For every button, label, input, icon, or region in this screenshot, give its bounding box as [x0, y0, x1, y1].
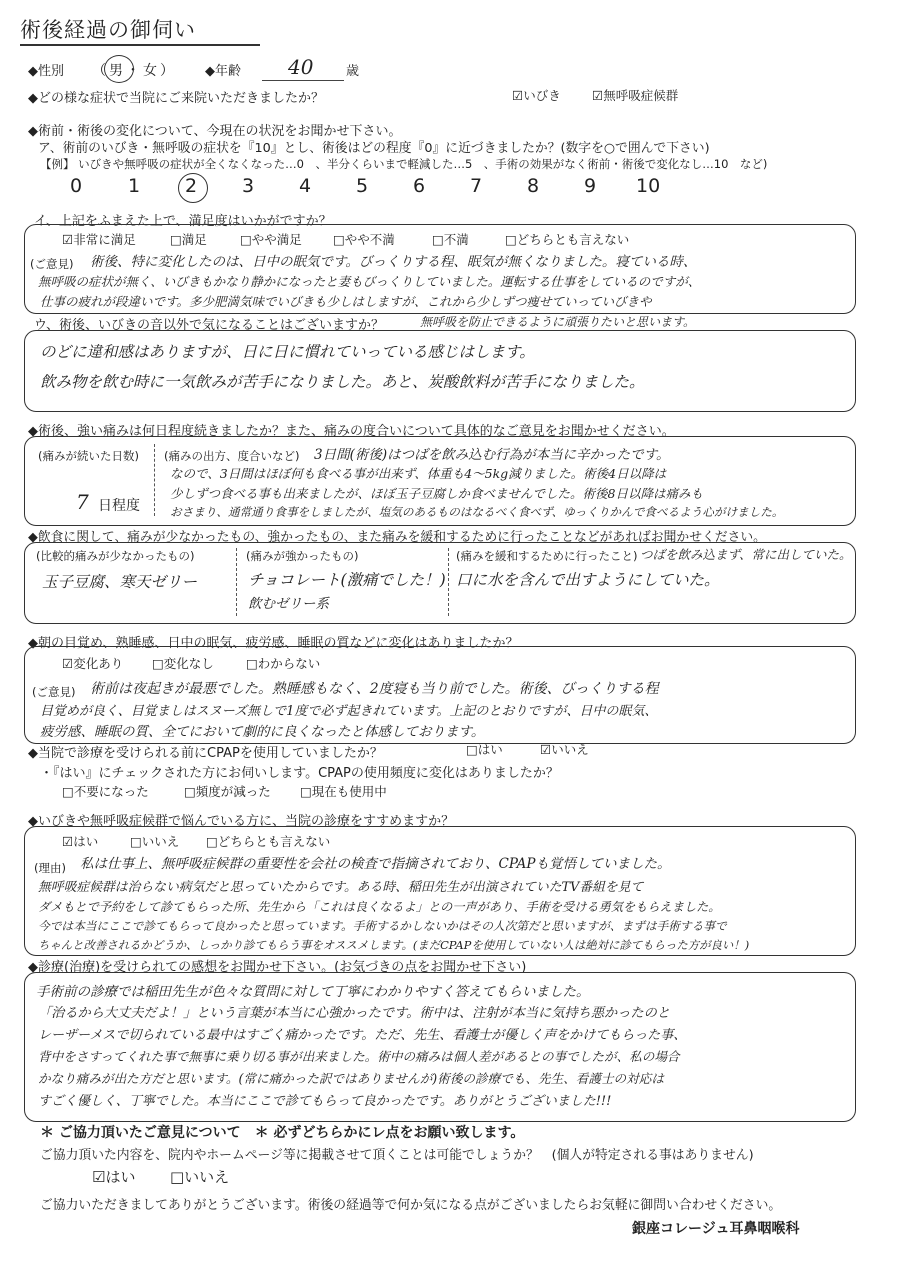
age-underline	[262, 80, 344, 81]
pain-detail-line-3: 少しずつ食べる事も出来ましたが、ほぼ玉子豆腐しか食べませんでした。術後8日以降は痛みも	[170, 486, 703, 501]
age-unit: 歳	[346, 64, 360, 79]
satisfaction-question: イ、上記をふまえた上で、満足度はいかがですか？	[34, 214, 332, 229]
satisfaction-opt-satisfied[interactable]: □満足	[170, 232, 207, 247]
food-more-label: (痛みが強かったもの)	[246, 549, 359, 563]
scale-6[interactable]: 6	[413, 175, 426, 197]
symptom-apnea-check[interactable]: ☑無呼吸症候群	[592, 88, 679, 103]
clinic-name: 銀座コレージュ耳鼻咽喉科	[632, 1221, 800, 1237]
food-question: ◆飲食に関して、痛みが少なかったもの、強かったもの、また痛みを緩和するために行ったことなどがあればお聞かせください。	[28, 530, 766, 545]
satisfaction-opt-somewhat-unsatisfied[interactable]: □やや不満	[333, 232, 395, 247]
pain-days-value: 7	[76, 490, 89, 514]
gender-label: ◆性別	[28, 64, 64, 79]
pain-detail-line-4: おさまり、通常通り食事をしましたが、塩気のあるものはなるべく食べず、ゆっくりかんで食べるよう心がけました。	[170, 505, 784, 519]
food-relief-value-1: つばを飲み込まず、常に出していた。	[640, 547, 852, 562]
satisfaction-opinion-line-1: 術後、特に変化したのは、日中の眠気です。びっくりする程、眠気が無くなりました。寝ている時、	[90, 254, 697, 270]
change-question-a: ア、術前のいびき・無呼吸の症状を『10』とし、術後はどの程度『0』に近づきましたか？(数字を○で囲んで下さい)	[38, 141, 710, 156]
age-value: 40	[288, 55, 314, 79]
satisfaction-opinion-line-2: 無呼吸の症状が無く、いびきもかなり静かになったと妻もびっくりしていました。運転する仕事をしているのですが、	[38, 274, 701, 289]
recommend-opt-yes[interactable]: ☑はい	[62, 834, 99, 849]
cooperation-question: ご協力頂いた内容を、院内やホームページ等に掲載させて頂くことは可能でしょうか？ (個人が特定される事はありません)	[40, 1148, 754, 1163]
pain-days-unit: 日程度	[98, 498, 140, 514]
morning-opinion-line-2: 目覚めが良く、目覚ましはスヌーズ無しで1度で必ず起きれています。上記のとおりですが、日中の眠気、	[40, 704, 658, 719]
morning-opt-no-change[interactable]: □変化なし	[152, 656, 214, 671]
scale-2[interactable]: 2	[185, 175, 198, 197]
recommend-opt-neutral[interactable]: □どちらとも言えない	[206, 834, 331, 849]
scale-0[interactable]: 0	[70, 175, 83, 197]
satisfaction-opt-neutral[interactable]: □どちらとも言えない	[505, 232, 630, 247]
gender-selected-circle	[104, 55, 134, 83]
satisfaction-opinion-line-3: 仕事の疲れが段違いです。多少肥満気味でいびきも少しはしますが、これから少しずつ痩せていっていびきや	[40, 294, 652, 309]
page-title: 術後経過の御伺い	[20, 18, 196, 42]
cooperation-heading: ＊ ご協力頂いたご意見について ＊ 必ずどちらかにレ点をお願い致します。	[40, 1125, 525, 1141]
morning-question: ◆朝の目覚め、熟睡感、日中の眠気、疲労感、睡眠の質などに変化はありましたか？	[28, 636, 519, 651]
food-separator-2	[448, 548, 449, 616]
pain-question: ◆術後、強い痛みは何日程度続きましたか？また、痛みの度合いについて具体的なご意見をお聞かせください。	[28, 424, 675, 439]
satisfaction-opinion-line-4: 無呼吸を防止できるように頑張りたいと思います。	[420, 315, 696, 329]
other-answer-line-2: 飲み物を飲む時に一気飲みが苦手になりました。あと、炭酸飲料が苦手になりました。	[40, 373, 645, 391]
scale-3[interactable]: 3	[242, 175, 255, 197]
cooperation-yes-check[interactable]: ☑はい	[92, 1168, 136, 1186]
age-label: ◆年齢	[205, 64, 241, 79]
scale-selected-circle	[178, 173, 208, 203]
impression-line-5: かなり痛みが出た方だと思います。(常に痛かった訳ではありませんが)術後の診療でも、先生、看護士の対応は	[38, 1071, 664, 1086]
change-example: 【例】 いびきや無呼吸の症状が全くなくなった…0 、半分くらいまで軽減した…5 、手術の効果がなく術前・術後で変化なし…10 など)	[40, 157, 768, 171]
morning-opinion-line-3: 疲労感、睡眠の質、全てにおいて劇的に良くなったと体感しております。	[40, 724, 485, 740]
other-answer-line-1: のどに違和感はありますが、日に日に慣れていっている感じはします。	[40, 343, 535, 361]
scale-5[interactable]: 5	[356, 175, 369, 197]
title-underline	[20, 44, 260, 46]
scale-10[interactable]: 10	[636, 175, 661, 197]
impression-line-1: 手術前の診療では稲田先生が色々な質問に対して丁寧にわかりやすく答えてもらいました。	[36, 984, 590, 1000]
satisfaction-opt-somewhat-satisfied[interactable]: □やや満足	[240, 232, 302, 247]
recommend-reason-line-2: 無呼吸症候群は治らない病気だと思っていたからです。ある時、稲田先生が出演されていたTV番組を見て	[38, 880, 644, 895]
morning-opinion-label: (ご意見)	[32, 685, 76, 699]
cpap-yes-check[interactable]: □はい	[466, 742, 503, 757]
gender-options: （男・女）	[92, 63, 177, 79]
morning-opinion-line-1: 術前は夜起きが最悪でした。熟睡感もなく、2度寝も当り前でした。術後、びっくりする程	[90, 681, 659, 697]
recommend-reason-line-4: 今では本当にここで診てもらって良かったと思っています。手術するかしないかはその人次第だと思いますが、まずは手術する事で	[38, 919, 727, 933]
scale-9[interactable]: 9	[584, 175, 597, 197]
symptom-snoring-check[interactable]: ☑いびき	[512, 88, 561, 103]
cpap-question: ◆当院で診療を受けられる前にCPAPを使用していましたか？	[28, 746, 383, 761]
symptom-question: ◆どの様な症状で当院にご来院いただきましたか？	[28, 91, 324, 106]
satisfaction-opt-unsatisfied[interactable]: □不満	[432, 232, 469, 247]
impression-line-4: 背中をさすってくれた事で無事に乗り切る事が出来ました。術中の痛みは個人差があるとの事でしたが、私の場合	[38, 1049, 680, 1064]
food-more-value-2: 飲むゼリー系	[248, 596, 329, 612]
food-more-value-1: チョコレート(激痛でした！)	[248, 571, 446, 589]
pain-separator	[154, 444, 155, 516]
food-less-value: 玉子豆腐、寒天ゼリー	[42, 573, 198, 591]
impression-line-3: レーザーメスで切られている最中はすごく痛かったです。ただ、先生、看護士が優しく声をかけてもらった事、	[38, 1028, 687, 1043]
cooperation-no-check[interactable]: □いいえ	[170, 1168, 230, 1186]
satisfaction-opinion-label: (ご意見)	[30, 257, 74, 271]
morning-opt-changed[interactable]: ☑変化あり	[62, 656, 124, 671]
recommend-reason-label: (理由)	[34, 861, 66, 875]
scale-4[interactable]: 4	[299, 175, 312, 197]
pain-detail-line-2: なので、3日間はほぼ何も食べる事が出来ず、体重も4〜5kg減りました。術後4日以降は	[170, 466, 667, 481]
cpap-opt-unnecessary[interactable]: □不要になった	[62, 784, 149, 799]
scale-7[interactable]: 7	[470, 175, 483, 197]
cpap-opt-still-using[interactable]: □現在も使用中	[300, 784, 387, 799]
cpap-no-check[interactable]: ☑いいえ	[540, 742, 589, 757]
food-relief-label: (痛みを緩和するために行ったこと)	[456, 549, 638, 563]
recommend-opt-no[interactable]: □いいえ	[130, 834, 180, 849]
food-separator-1	[236, 548, 237, 616]
cpap-opt-reduced[interactable]: □頻度が減った	[184, 784, 271, 799]
impression-line-6: すごく優しく、丁寧でした。本当にここで診てもらって良かったです。ありがとうございました!!!	[38, 1094, 612, 1109]
pain-detail-line-1: 3日間(術後)はつばを飲み込む行為が本当に辛かったです。	[314, 447, 670, 463]
recommend-reason-line-1: 私は仕事上、無呼吸症候群の重要性を会社の検査で指摘されており、CPAPも覚悟していました。	[80, 856, 671, 872]
scale-8[interactable]: 8	[527, 175, 540, 197]
impression-line-2: 「治るから大丈夫だよ！」という言葉が本当に心強かったです。術中は、注射が本当に気持ち悪かったのと	[38, 1006, 670, 1021]
change-question: ◆術前・術後の変化について、今現在の状況をお聞かせ下さい。	[28, 124, 402, 139]
other-question: ウ、術後、いびきの音以外で気になることはございますか？	[34, 318, 384, 333]
satisfaction-opt-very-satisfied[interactable]: ☑非常に満足	[62, 232, 136, 247]
recommend-question: ◆いびきや無呼吸症候群で悩んでいる方に、当院の診療をすすめますか？	[28, 814, 455, 829]
scale-1[interactable]: 1	[128, 175, 141, 197]
footer-thanks: ご協力いただきましてありがとうございます。術後の経過等で何か気になる点がございましたらお気軽に御問い合わせください。	[40, 1198, 782, 1213]
recommend-reason-line-5: ちゃんと改善されるかどうか、しっかり診てもらう事をオススメします。(まだCPAPを使用していない人は絶対に診てもらった方が良い！)	[38, 938, 750, 952]
pain-days-label: (痛みが続いた日数)	[38, 449, 139, 463]
impression-question: ◆診療(治療)を受けられての感想をお聞かせ下さい。(お気づきの点をお聞かせ下さい)	[28, 960, 527, 975]
food-less-label: (比較的痛みが少なかったもの)	[36, 549, 195, 563]
recommend-reason-line-3: ダメもとで予約をして診てもらった所、先生から「これは良くなるよ」との一声があり、手術を受ける勇気をもらえました。	[38, 900, 721, 914]
food-relief-value-2: 口に水を含んで出すようにしていた。	[456, 571, 720, 589]
cpap-sub-question: ・『はい』にチェックされた方にお伺いします。CPAPの使用頻度に変化はありましたか？	[40, 766, 559, 781]
pain-detail-label: (痛みの出方、度合いなど)	[164, 449, 300, 463]
morning-opt-unknown[interactable]: □わからない	[246, 656, 321, 671]
